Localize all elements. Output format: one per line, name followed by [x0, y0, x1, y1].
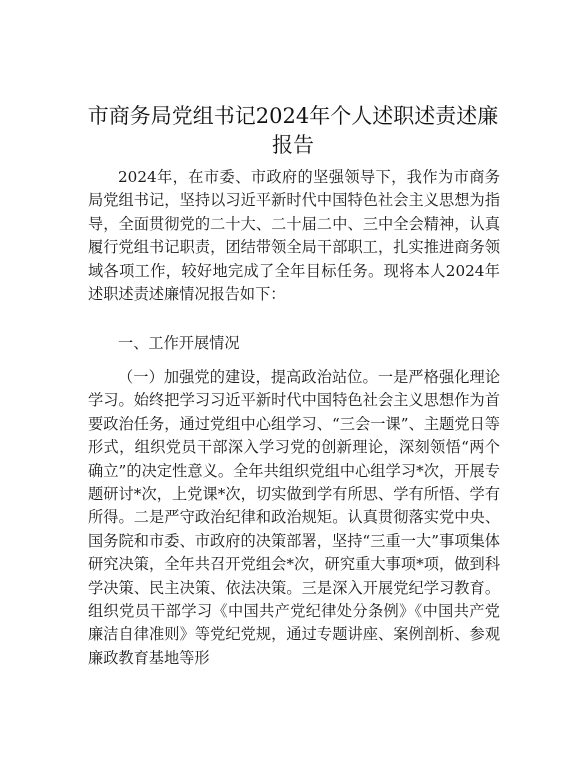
- section-heading: 一、工作开展情况: [118, 334, 240, 352]
- intro-paragraph: 2024年，在市委、市政府的坚强领导下，我作为市商务局党组书记，坚持以习近平新时代中国特色社会主义思想为指导，全面贯彻党的二十大、二十届二中、三中全会精神，认真履行党组书记职责，团结带领全局干部职工，扎实推进商务领域各项工作，较好地完成了全年目标任务。现将本人2024年述职述责述廉情况报告如下：: [88, 168, 500, 304]
- body-paragraph: （一）加强党的建设，提高政治站位。一是严格强化理论学习。始终把学习习近平新时代中国特色社会主义思想作为首要政治任务，通过党组中心组学习、“三会一课”、主题党日等形式，组织党员干部深入学习党的创新理论，深刻领悟“两个确立”的决定性意义。全年共组织党组中心组学习*次，开展专题研讨*次，上党课*次，切实做到学有所思、学有所悟、学有所得。二是严守政治纪律和政治规矩。认真贯彻落实党中央、国务院和市委、市政府的决策部署，坚持“三重一大”事项集体研究决策，全年共召开党组会*次，研究重大事项*项，做到科学决策、民主决策、依法决策。三是深入开展党纪学习教育。组织党员干部学习《中国共产党纪律处分条例》《中国共产党廉洁自律准则》等党纪党规，通过专题讲座、案例剖析、参观廉政教育基地等形: [88, 368, 500, 667]
- document-title: 市商务局党组书记2024年个人述职述责述廉报告: [87, 104, 499, 157]
